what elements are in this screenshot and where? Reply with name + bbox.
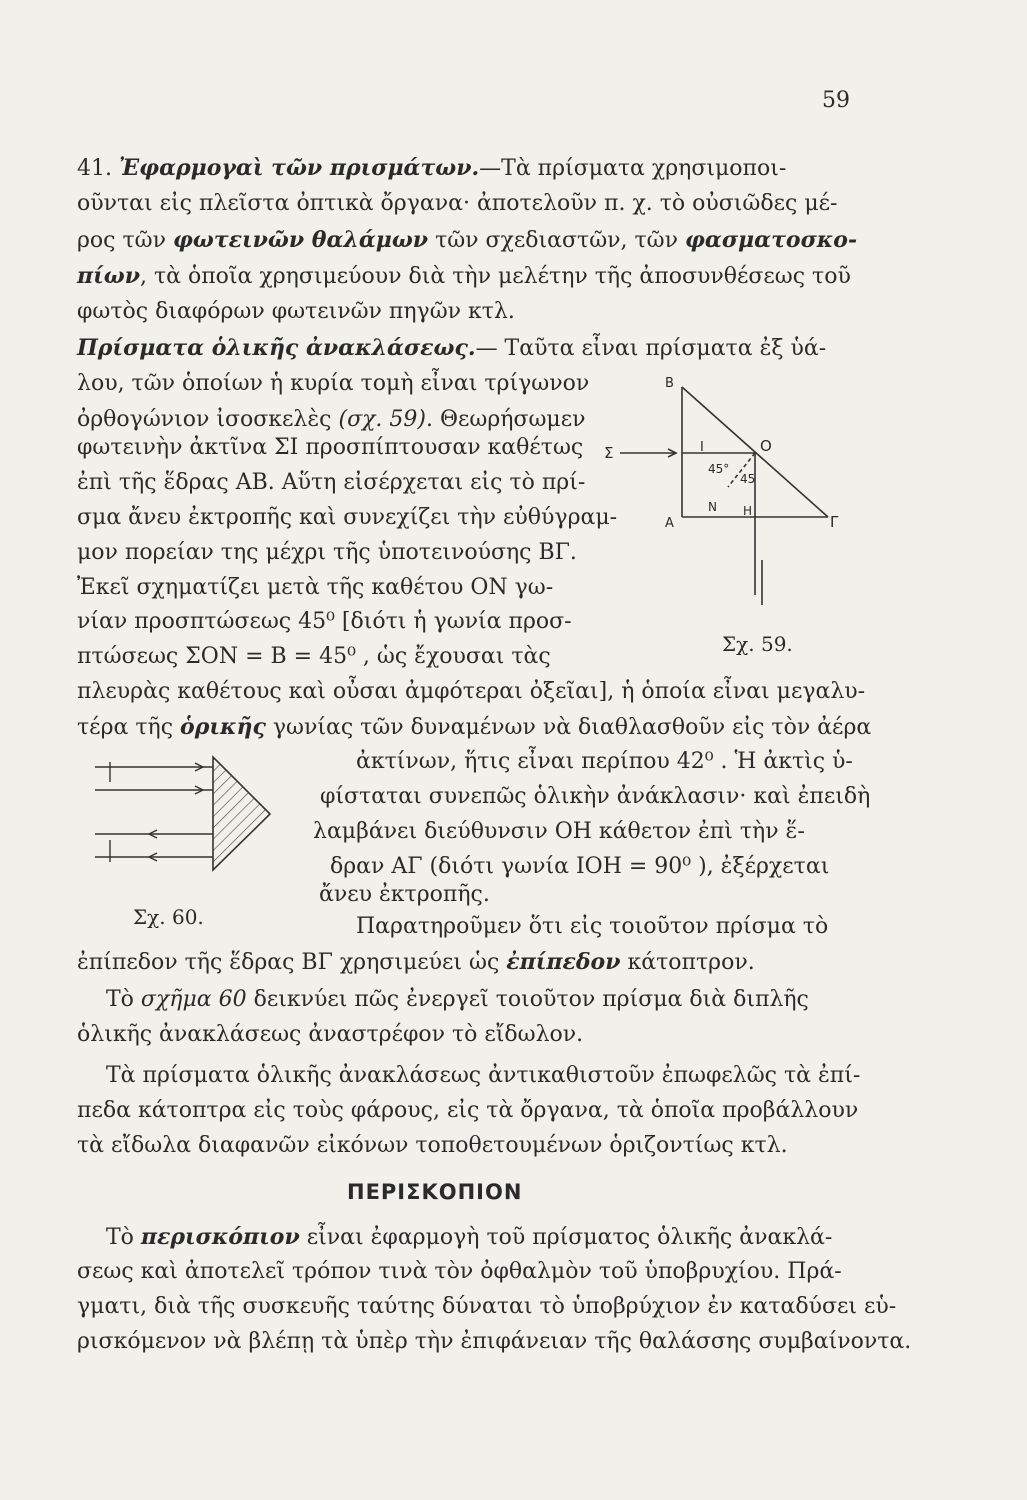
page-number: 59 [822,88,850,113]
text: ἐπίπεδον τῆς ἕδρας ΒΓ χρησιμεύει ὡς [77,950,507,975]
text: εἶναι ἐφαρμογὴ τοῦ πρίσματος ὁλικῆς ἀνακλά- [299,1225,833,1250]
text: Τὸ [106,987,141,1012]
figure-60-caption: Σχ. 60. [133,905,204,929]
tr-line-9: νίαν προσπτώσεως 45⁰ [διότι ἡ γωνία προσ- [77,609,572,634]
tr-line-18: Παρατηροῦμεν ὅτι εἰς τοιοῦτον πρίσμα τὸ [356,914,829,939]
text: . Θεωρήσωμεν [426,407,586,432]
text: κάτοπτρον. [620,950,755,975]
text: δεικνύει πῶς ἐνεργεῖ τοιοῦτον πρίσμα διὰ διπλῆς [246,987,809,1012]
figure-reference: (σχ. 59) [338,407,426,432]
periscope-heading: ΠΕΡΙΣΚΟΠΙΟΝ [347,1180,523,1204]
tr-line-21: ὁλικῆς ἀνακλάσεως ἀναστρέφον τὸ εἴδωλον. [77,1022,584,1047]
tr-line-11: πλευρὰς καθέτους καὶ οὖσαι ἀμφότεραι ὀξεῖαι], ἡ ὁποία εἶναι μεγαλυ- [77,679,866,704]
text: —Τὰ πρίσματα χρησιμοποι- [479,156,787,181]
tr-line-24: τὰ εἴδωλα διαφανῶν εἰκόνων τοποθετουμένων ὁριζοντίως κτλ. [77,1133,788,1158]
section-title: Ἐφαρμογαὶ τῶν πρισμάτων. [118,155,480,181]
periscope-line-1 [106,1222,832,1253]
term-plane: ἐπίπεδον [506,949,621,975]
tr-line-1 [77,333,826,364]
tr-line-5: ἐπὶ τῆς ἕδρας ΑΒ. Αὕτη εἰσέρχεται εἰς τὸ πρί- [77,470,586,495]
text: — Ταῦτα εἶναι πρίσματα ἐξ ὑά- [475,336,827,361]
label-n: N [708,500,717,514]
tr-line-4: φωτεινὴν ἀκτῖνα ΣΙ προσπίπτουσαν καθέτως [77,435,584,460]
label-a: A [665,516,674,531]
term-periscope: περισκόπιον [140,1224,300,1250]
tr-line-14: φίσταται συνεπῶς ὁλικὴν ἀνάκλασιν· καὶ ἐπειδὴ [320,784,871,809]
prism-60 [213,757,270,870]
tr-line-10: πτώσεως ΣΟΝ = Β = 45⁰ , ὡς ἔχουσαι τὰς [77,644,551,669]
text: γωνίας τῶν δυναμένων νὰ διαθλασθοῦν εἰς τὸν ἀέρα [265,715,872,740]
periscope-line-2: σεως καὶ ἀποτελεῖ τρόπον τινὰ τὸν ὀφθαλμὸν τοῦ ὑποβρυχίου. Πρά- [77,1259,842,1284]
tr-line-22: Τὰ πρίσματα ὁλικῆς ἀνακλάσεως ἀντικαθιστοῦν ἐπωφελῶς τὰ ἐπί- [106,1063,861,1088]
tr-line-3 [77,405,586,435]
term-spectroscopes: φασματοσκο- [685,227,858,253]
figure-reference: σχῆμα 60 [140,987,247,1012]
label-i: I [700,440,704,455]
section-41-line-1 [77,153,786,184]
section-41-line-3 [77,225,857,256]
tr-line-13: ἀκτίνων, ἥτις εἶναι περίπου 42⁰ . Ἡ ἀκτὶς ὑ- [356,749,853,774]
tr-line-8: Ἐκεῖ σχηματίζει μετὰ τῆς καθέτου ΟΝ γω- [77,575,554,600]
label-h: H [743,504,753,518]
label-gamma: Γ [830,513,839,531]
section-number: 41. [77,156,119,181]
figure-59-caption: Σχ. 59. [722,632,793,656]
tr-line-2: λου, τῶν ὁποίων ἡ κυρία τομὴ εἶναι τρίγωνον [77,371,590,396]
label-angle-1: 45° [708,462,730,476]
label-sigma: Σ [604,444,614,462]
text: ρος τῶν [77,228,173,253]
figure-60-diagram [85,752,280,877]
tr-line-12 [77,712,871,743]
tr-line-7: μον πορείαν της μέχρι τῆς ὑποτεινούσης ΒΓ. [77,540,577,565]
section-41-line-5: φωτὸς διαφόρων φωτεινῶν πηγῶν κτλ. [77,299,515,324]
tr-line-17: ἄνευ ἐκτροπῆς. [319,882,490,907]
tr-line-6: σμα ἄνευ ἐκτροπῆς καὶ συνεχίζει τὴν εὐθύγραμ- [77,505,618,530]
term-bright-chambers: φωτεινῶν θαλάμων [172,227,429,253]
tr-line-15: λαμβάνει διεύθυνσιν ΟΗ κάθετον ἐπὶ τὴν ἕ- [313,819,805,844]
periscope-line-4: ρισκόμενον νὰ βλέπῃ τὰ ὑπὲρ τὴν ἐπιφάνειαν τῆς θαλάσσης συμβαίνοντα. [77,1329,912,1354]
section-41-line-4 [77,261,851,292]
subsection-title: Πρίσματα ὁλικῆς ἀνακλάσεως. [77,335,476,361]
tr-line-16: δραν ΑΓ (διότι γωνία ΙΟΗ = 90⁰ ), ἐξέρχεται [330,854,830,879]
tr-line-19 [77,947,755,978]
tr-line-20 [106,985,809,1015]
text: τέρα τῆς [77,715,181,740]
text: , τὰ ὁποῖα χρησιμεύουν διὰ τὴν μελέτην τῆς ἀποσυνθέσεως τοῦ [139,264,851,289]
label-angle-2: 45 [740,472,756,486]
section-41-line-2: οῦνται εἰς πλεῖστα ὀπτικὰ ὄργανα· ἀποτελοῦν π. χ. τὸ οὐσιῶδες μέ- [77,191,838,216]
figure-59-diagram [590,365,865,635]
text: Τὸ [106,1225,141,1250]
periscope-line-3: γματι, διὰ τῆς συσκευῆς ταύτης δύναται τὸ ὑποβρύχιον ἐν καταδύσει εὑ- [77,1294,897,1319]
text: ὀρθογώνιον ἰσοσκελὲς [77,407,339,432]
term-critical: ὁρικῆς [180,714,266,740]
tr-line-23: πεδα κάτοπτρα εἰς τοὺς φάρους, εἰς τὰ ὄργανα, τὰ ὁποῖα προβάλλουν [77,1098,859,1123]
label-o: O [760,437,772,455]
term-spectroscopes-end: πίων [77,263,140,289]
text: τῶν σχεδιαστῶν, τῶν [428,228,685,253]
label-b: B [665,376,674,391]
